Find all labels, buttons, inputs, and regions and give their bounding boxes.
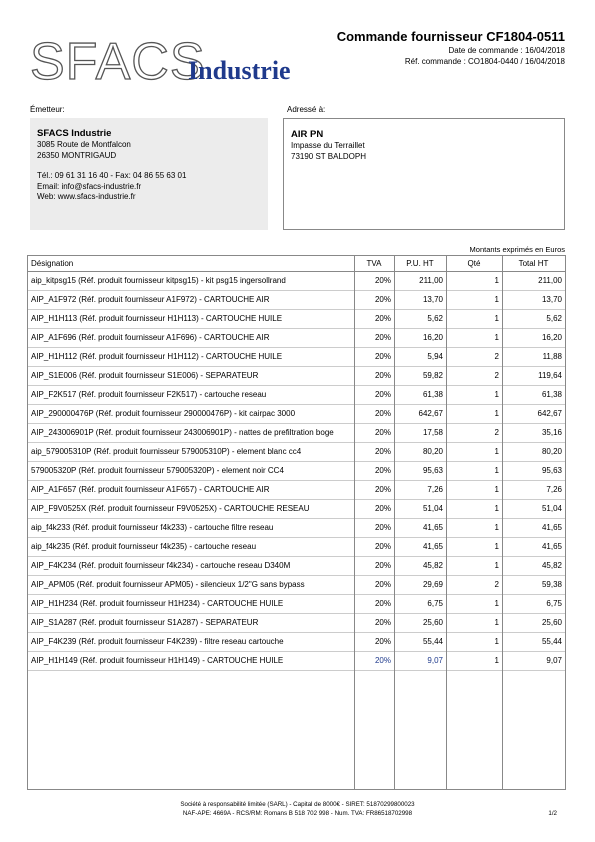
cell-total: 11,88 <box>542 352 562 361</box>
cell-tva: 20% <box>374 466 391 475</box>
cell-unit-price: 29,69 <box>422 580 443 589</box>
order-date: Date de commande : 16/04/2018 <box>448 46 565 55</box>
cell-designation: AIP_F4K239 (Réf. produit fournisseur F4K239) - filtre reseau cartouche <box>31 637 284 646</box>
logo-division: Industrie <box>188 56 291 85</box>
table-row <box>28 538 565 557</box>
cell-unit-price: 17,58 <box>422 428 443 437</box>
emitter-label: Émetteur: <box>30 105 65 114</box>
cell-quantity: 1 <box>494 542 499 551</box>
cell-designation: aip_579005310P (Réf. produit fournisseur 579005310P) - element blanc cc4 <box>31 447 302 456</box>
cell-total: 35,16 <box>541 428 562 437</box>
emitter-web: Web: www.sfacs-industrie.fr <box>37 192 136 201</box>
cell-total: 41,65 <box>541 542 562 551</box>
table-row <box>28 348 565 367</box>
cell-tva: 20% <box>374 523 391 532</box>
order-lines-table <box>27 255 566 790</box>
cell-tva: 20% <box>374 333 391 342</box>
document-title: Commande fournisseur CF1804-0511 <box>336 29 565 44</box>
table-row <box>28 424 565 443</box>
table-row <box>28 310 565 329</box>
table-row <box>28 443 565 462</box>
cell-unit-price: 51,04 <box>422 504 443 513</box>
cell-quantity: 2 <box>494 352 499 361</box>
cell-unit-price: 5,62 <box>427 314 443 323</box>
cell-total: 119,64 <box>538 371 562 380</box>
cell-total: 7,26 <box>546 485 562 494</box>
emitter-name: SFACS Industrie <box>37 128 112 139</box>
emitter-address-2: 26350 MONTRIGAUD <box>37 150 117 160</box>
cell-quantity: 1 <box>494 390 499 399</box>
table-row <box>28 500 565 519</box>
cell-tva: 20% <box>374 618 391 627</box>
cell-designation: AIP_APM05 (Réf. produit fournisseur APM05) - silencieux 1/2"G sans bypass <box>31 580 305 589</box>
col-tva: TVA <box>366 259 382 268</box>
cell-unit-price: 13,70 <box>422 295 443 304</box>
cell-quantity: 1 <box>494 618 499 627</box>
cell-tva: 20% <box>374 352 391 361</box>
table-row <box>28 481 565 500</box>
table-row <box>28 519 565 538</box>
order-reference: Réf. commande : CO1804-0440 / 16/04/2018 <box>404 57 565 66</box>
cell-quantity: 1 <box>494 447 499 456</box>
cell-quantity: 1 <box>494 466 499 475</box>
table-row <box>28 462 565 481</box>
cell-unit-price: 41,65 <box>422 542 443 551</box>
cell-unit-price: 16,20 <box>422 333 443 342</box>
cell-unit-price: 80,20 <box>422 447 443 456</box>
cell-tva: 20% <box>374 371 391 380</box>
cell-tva: 20% <box>374 428 391 437</box>
cell-designation: AIP_F4K234 (Réf. produit fournisseur f4k234) - cartouche reseau D340M <box>31 561 291 570</box>
cell-designation: AIP_S1E006 (Réf. produit fournisseur S1E006) - SEPARATEUR <box>31 371 259 380</box>
cell-designation: AIP_A1F696 (Réf. produit fournisseur A1F696) - CARTOUCHE AIR <box>31 333 270 342</box>
cell-quantity: 2 <box>494 580 499 589</box>
col-total: Total HT <box>518 259 549 268</box>
cell-tva: 20% <box>374 561 391 570</box>
cell-designation: AIP_H1H112 (Réf. produit fournisseur H1H112) - CARTOUCHE HUILE <box>31 352 283 361</box>
cell-designation: AIP_H1H234 (Réf. produit fournisseur H1H234) - CARTOUCHE HUILE <box>31 599 284 608</box>
cell-unit-price: 61,38 <box>422 390 443 399</box>
cell-tva: 20% <box>374 637 391 646</box>
footer-legal-1: Société à responsabilité limitée (SARL) - Capital de 8000€ - SIRET: 51870299800023 <box>180 801 415 808</box>
cell-total: 25,60 <box>541 618 562 627</box>
cell-tva: 20% <box>374 485 391 494</box>
cell-total: 16,20 <box>541 333 562 342</box>
footer-legal-2: NAF-APE: 4669A - RCS/RM: Romans B 518 702 998 - Num. TVA: FR86518702998 <box>182 810 413 817</box>
cell-tva: 20% <box>374 409 391 418</box>
table-body <box>28 272 565 671</box>
table-row <box>28 386 565 405</box>
table-row <box>28 291 565 310</box>
cell-unit-price: 5,94 <box>427 352 443 361</box>
table-row <box>28 367 565 386</box>
cell-designation: AIP_H1H149 (Réf. produit fournisseur H1H149) - CARTOUCHE HUILE <box>31 656 284 665</box>
cell-designation: AIP_S1A287 (Réf. produit fournisseur S1A287) - SEPARATEUR <box>31 618 259 627</box>
cell-quantity: 1 <box>494 276 499 285</box>
cell-quantity: 1 <box>494 333 499 342</box>
emitter-address-1: 3085 Route de Montfalcon <box>37 140 131 149</box>
cell-quantity: 1 <box>494 409 499 418</box>
cell-tva: 20% <box>374 276 391 285</box>
cell-unit-price: 25,60 <box>422 618 443 627</box>
cell-unit-price: 6,75 <box>427 599 443 608</box>
cell-designation: AIP_F9V0525X (Réf. produit fournisseur F9V0525X) - CARTOUCHE RESEAU <box>31 504 310 513</box>
recipient-address-2: 73190 ST BALDOPH <box>291 151 367 161</box>
cell-total: 41,65 <box>541 523 562 532</box>
cell-unit-price: 642,67 <box>418 409 443 418</box>
cell-designation: aip_kitpsg15 (Réf. produit fournisseur kitpsg15) - kit psg15 ingersollrand <box>31 276 286 285</box>
table-row <box>28 329 565 348</box>
cell-total: 80,20 <box>541 447 562 456</box>
cell-designation: AIP_A1F657 (Réf. produit fournisseur A1F657) - CARTOUCHE AIR <box>31 485 270 494</box>
currency-note: Montants exprimés en Euros <box>469 245 565 254</box>
cell-total: 13,70 <box>541 295 562 304</box>
recipient-address-1: Impasse du Terraillet <box>291 141 365 150</box>
cell-total: 61,38 <box>541 390 562 399</box>
cell-total: 95,63 <box>541 466 562 475</box>
table-row <box>28 614 565 633</box>
cell-tva: 20% <box>374 504 391 513</box>
cell-unit-price: 95,63 <box>422 466 443 475</box>
emitter-phone: Tél.: 09 61 31 16 40 - Fax: 04 86 55 63 01 <box>37 171 187 180</box>
logo-brand: SFACS <box>30 33 206 91</box>
cell-designation: AIP_A1F972 (Réf. produit fournisseur A1F972) - CARTOUCHE AIR <box>31 295 270 304</box>
recipient-name: AIR PN <box>291 129 324 140</box>
table-row <box>28 557 565 576</box>
cell-unit-price: 9,07 <box>427 656 443 665</box>
cell-total: 45,82 <box>541 561 562 570</box>
cell-unit-price: 59,82 <box>422 371 443 380</box>
cell-quantity: 1 <box>494 523 499 532</box>
cell-quantity: 1 <box>494 314 499 323</box>
cell-tva: 20% <box>374 295 391 304</box>
cell-unit-price: 45,82 <box>422 561 443 570</box>
cell-quantity: 2 <box>494 428 499 437</box>
emitter-email: Email: info@sfacs-industrie.fr <box>37 181 142 191</box>
cell-quantity: 2 <box>494 371 499 380</box>
cell-designation: AIP_290000476P (Réf. produit fournisseur 290000476P) - kit cairpac 3000 <box>31 409 296 418</box>
cell-designation: aip_f4k233 (Réf. produit fournisseur f4k233) - cartouche filtre reseau <box>31 523 274 532</box>
table-header <box>28 256 565 272</box>
cell-unit-price: 41,65 <box>422 523 443 532</box>
cell-tva: 20% <box>374 314 391 323</box>
cell-quantity: 1 <box>494 485 499 494</box>
cell-total: 6,75 <box>546 599 562 608</box>
cell-quantity: 1 <box>494 295 499 304</box>
table-row <box>28 633 565 652</box>
col-unit-price: P.U. HT <box>406 259 434 268</box>
cell-quantity: 1 <box>494 599 499 608</box>
cell-total: 5,62 <box>546 314 562 323</box>
cell-tva: 20% <box>374 599 391 608</box>
cell-designation: AIP_H1H113 (Réf. produit fournisseur H1H113) - CARTOUCHE HUILE <box>31 314 283 323</box>
col-designation: Désignation <box>31 259 74 268</box>
cell-quantity: 1 <box>494 656 499 665</box>
recipient-label: Adressé à: <box>287 105 326 114</box>
cell-quantity: 1 <box>494 561 499 570</box>
page-number: 1/2 <box>548 810 557 817</box>
table-row <box>28 576 565 595</box>
cell-designation: AIP_F2K517 (Réf. produit fournisseur F2K517) - cartouche reseau <box>31 390 267 399</box>
cell-total: 59,38 <box>541 580 562 589</box>
table-row <box>28 652 565 671</box>
cell-quantity: 1 <box>494 504 499 513</box>
cell-tva: 20% <box>374 390 391 399</box>
cell-total: 55,44 <box>541 637 562 646</box>
cell-tva: 20% <box>374 656 391 665</box>
cell-unit-price: 55,44 <box>422 637 443 646</box>
cell-designation: aip_f4k235 (Réf. produit fournisseur f4k235) - cartouche reseau <box>31 542 257 551</box>
cell-total: 9,07 <box>546 656 562 665</box>
cell-tva: 20% <box>374 542 391 551</box>
cell-tva: 20% <box>374 580 391 589</box>
table-row <box>28 595 565 614</box>
cell-tva: 20% <box>374 447 391 456</box>
company-logo <box>30 33 315 91</box>
cell-designation: 579005320P (Réf. produit fournisseur 579005320P) - element noir CC4 <box>31 466 284 475</box>
table-row <box>28 272 565 291</box>
cell-total: 51,04 <box>541 504 562 513</box>
recipient-box <box>283 118 565 230</box>
cell-total: 211,00 <box>538 276 562 285</box>
table-row <box>28 405 565 424</box>
cell-designation: AIP_243006901P (Réf. produit fournisseur 243006901P) - nattes de prefiltration boge <box>31 428 334 437</box>
cell-total: 642,67 <box>537 409 562 418</box>
col-quantity: Qté <box>467 259 481 268</box>
cell-unit-price: 211,00 <box>419 276 443 285</box>
cell-unit-price: 7,26 <box>427 485 443 494</box>
emitter-box <box>30 118 268 230</box>
cell-quantity: 1 <box>494 637 499 646</box>
